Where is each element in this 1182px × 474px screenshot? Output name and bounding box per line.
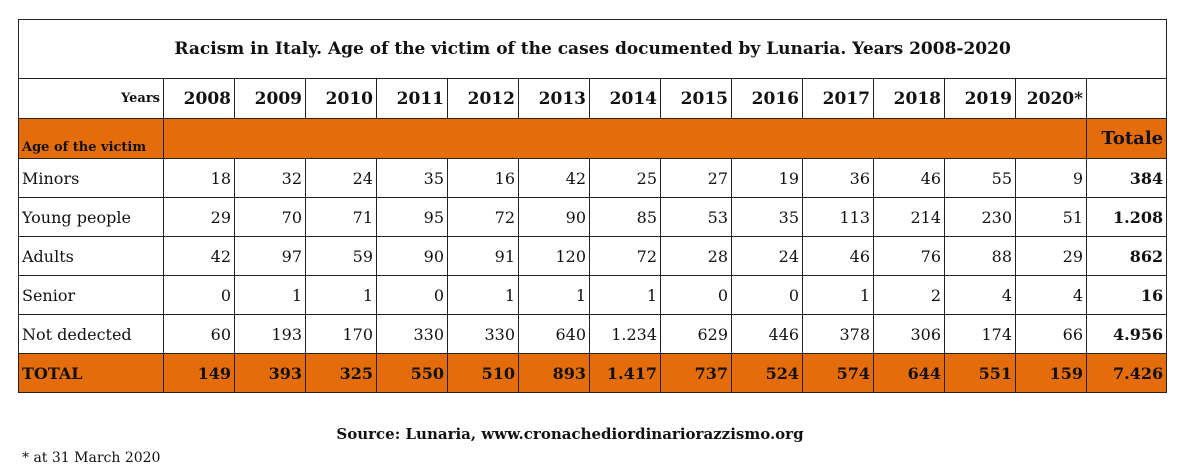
year-header: 2017 [803, 79, 874, 119]
footnote: * at 31 March 2020 [22, 450, 161, 466]
year-header: 2015 [661, 79, 732, 119]
table-cell: 393 [235, 354, 306, 393]
table-cell: 76 [874, 237, 945, 276]
table-cell: 97 [235, 237, 306, 276]
table-cell: 378 [803, 315, 874, 354]
table-cell: 1 [235, 276, 306, 315]
table-row [19, 159, 1167, 198]
table-cell: 149 [164, 354, 235, 393]
table-cell: 51 [1016, 198, 1087, 237]
row-label: TOTAL [19, 354, 164, 393]
table-cell: 90 [377, 237, 448, 276]
table-cell: 42 [164, 237, 235, 276]
row-total-cell: 862 [1087, 237, 1167, 276]
table-cell: 46 [874, 159, 945, 198]
table-cell: 510 [448, 354, 519, 393]
age-header-band [164, 119, 1087, 159]
table-cell: 1 [448, 276, 519, 315]
table-cell: 4 [1016, 276, 1087, 315]
year-header: 2010 [306, 79, 377, 119]
table-cell: 2 [874, 276, 945, 315]
table-cell: 629 [661, 315, 732, 354]
table-cell: 330 [448, 315, 519, 354]
data-table [18, 19, 1167, 393]
year-header: 2020* [1016, 79, 1087, 119]
years-label: Years [19, 79, 164, 119]
table-cell: 88 [945, 237, 1016, 276]
table-cell: 72 [590, 237, 661, 276]
table-cell: 9 [1016, 159, 1087, 198]
data-table-frame [18, 19, 1166, 443]
table-cell: 29 [164, 198, 235, 237]
table-cell: 159 [1016, 354, 1087, 393]
table-cell: 46 [803, 237, 874, 276]
table-row [19, 276, 1167, 315]
table-cell: 0 [377, 276, 448, 315]
row-label: Not dedected [19, 315, 164, 354]
row-total-cell: 384 [1087, 159, 1167, 198]
table-cell: 42 [519, 159, 590, 198]
table-cell: 36 [803, 159, 874, 198]
table-row [19, 237, 1167, 276]
table-cell: 4 [945, 276, 1016, 315]
table-cell: 60 [164, 315, 235, 354]
table-cell: 1.234 [590, 315, 661, 354]
row-label: Senior [19, 276, 164, 315]
table-cell: 53 [661, 198, 732, 237]
table-cell: 32 [235, 159, 306, 198]
table-cell: 574 [803, 354, 874, 393]
table-cell: 90 [519, 198, 590, 237]
table-cell: 95 [377, 198, 448, 237]
table-cell: 35 [732, 198, 803, 237]
table-cell: 306 [874, 315, 945, 354]
table-cell: 174 [945, 315, 1016, 354]
table-cell: 55 [945, 159, 1016, 198]
table-cell: 24 [732, 237, 803, 276]
table-row [19, 315, 1167, 354]
table-row [19, 198, 1167, 237]
table-cell: 0 [164, 276, 235, 315]
table-cell: 24 [306, 159, 377, 198]
table-cell: 230 [945, 198, 1016, 237]
table-cell: 325 [306, 354, 377, 393]
year-header: 2016 [732, 79, 803, 119]
source-note: Source: Lunaria, www.cronachediordinariorazzismo.org [336, 425, 804, 443]
table-cell: 550 [377, 354, 448, 393]
total-row [19, 354, 1167, 393]
year-header: 2018 [874, 79, 945, 119]
table-cell: 120 [519, 237, 590, 276]
table-cell: 27 [661, 159, 732, 198]
table-cell: 66 [1016, 315, 1087, 354]
table-cell: 91 [448, 237, 519, 276]
table-cell: 1 [590, 276, 661, 315]
table-cell: 644 [874, 354, 945, 393]
table-cell: 16 [448, 159, 519, 198]
table-cell: 70 [235, 198, 306, 237]
year-header: 2011 [377, 79, 448, 119]
table-cell: 18 [164, 159, 235, 198]
table-cell: 551 [945, 354, 1016, 393]
table-cell: 524 [732, 354, 803, 393]
row-total-cell: 1.208 [1087, 198, 1167, 237]
row-label: Adults [19, 237, 164, 276]
table-cell: 737 [661, 354, 732, 393]
total-header: Totale [1087, 119, 1167, 159]
table-cell: 0 [732, 276, 803, 315]
year-header-blank [1087, 79, 1167, 119]
table-cell: 1.417 [590, 354, 661, 393]
table-cell: 35 [377, 159, 448, 198]
row-total-cell: 7.426 [1087, 354, 1167, 393]
table-cell: 640 [519, 315, 590, 354]
table-title: Racism in Italy. Age of the victim of the cases documented by Lunaria. Years 2008-2020 [19, 20, 1167, 79]
table-cell: 1 [519, 276, 590, 315]
table-cell: 446 [732, 315, 803, 354]
table-cell: 0 [661, 276, 732, 315]
table-cell: 1 [306, 276, 377, 315]
table-cell: 893 [519, 354, 590, 393]
table-cell: 1 [803, 276, 874, 315]
table-cell: 28 [661, 237, 732, 276]
table-cell: 25 [590, 159, 661, 198]
table-cell: 29 [1016, 237, 1087, 276]
age-label: Age of the victim [19, 119, 164, 159]
year-header: 2013 [519, 79, 590, 119]
table-cell: 113 [803, 198, 874, 237]
table-cell: 71 [306, 198, 377, 237]
table-cell: 85 [590, 198, 661, 237]
row-total-cell: 4.956 [1087, 315, 1167, 354]
table-cell: 193 [235, 315, 306, 354]
year-header: 2014 [590, 79, 661, 119]
table-cell: 170 [306, 315, 377, 354]
row-label: Minors [19, 159, 164, 198]
year-header: 2009 [235, 79, 306, 119]
table-cell: 330 [377, 315, 448, 354]
table-cell: 59 [306, 237, 377, 276]
row-total-cell: 16 [1087, 276, 1167, 315]
table-cell: 19 [732, 159, 803, 198]
year-header: 2012 [448, 79, 519, 119]
year-header: 2008 [164, 79, 235, 119]
row-label: Young people [19, 198, 164, 237]
table-cell: 214 [874, 198, 945, 237]
year-header: 2019 [945, 79, 1016, 119]
table-cell: 72 [448, 198, 519, 237]
